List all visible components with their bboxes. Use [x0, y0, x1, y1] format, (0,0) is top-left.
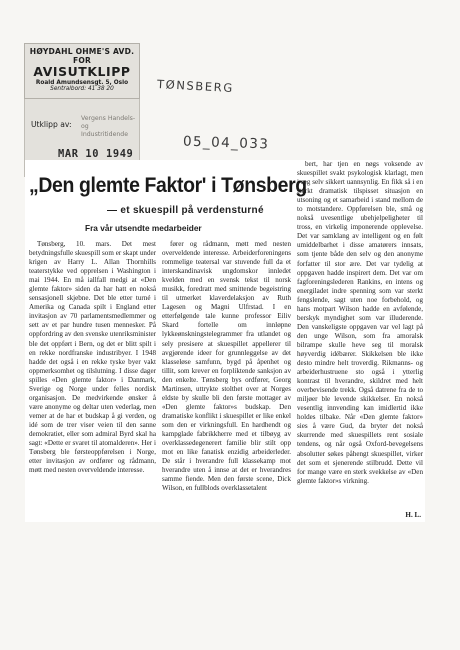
clipping-source-name: [81, 115, 139, 138]
article-column-1: [29, 240, 156, 520]
article-column-2: [162, 240, 291, 520]
clipping-source-label: Utklipp av:: [31, 120, 72, 129]
article-subheading: — et skuespill på verdensturné: [107, 205, 264, 216]
newspaper-clipping: [25, 160, 425, 522]
agency-address: Roald Amundsensgt. 5, Oslo: [35, 80, 129, 86]
agency-service: AVISUTKLIPP: [33, 64, 131, 79]
article-headline: „Den glemte Faktor' i Tønsberg: [29, 172, 307, 197]
column-3-text: bert, har tjen en nøgs voksende av skuespillet svakt psykologisk klarlagt, men i seg selv sikkert uannsynlig. En fikk så i en sterkt dramatisk tilspisset situasjon en utsoning og et samarbeid i stand mellom de to motstandere. Oppførelsen ble, små og nokså uvesentlige ubehjelpeligheter til tross, en virkelig imponerende opplevelse. Det var samklang av intelligent og en følt umiddelbarhet i disse amatørers innsats, som tjente både den selv og den anonyme forfatter til stor ære. Det var tydelig at oppgaven hadde inspirert dem. Det var om fagforeningslederen Rankins, en intens og energiladet indre spenning som var sterkt fengslende, sagt uten noe forbehold, og hans motpart Wilson hadde en avfølende, berskyk myndighet som var illuderende. Den vanskeligste oppgaven var vel lagt på den unge Wilson, som fra amoralsk bilrampe skulle heve seg til moralsk høyverdig idébærer. Skikkelsen ble ikke desto mindre helt troverdig. Rikmanns- og arbeiderhustruene sto også i ytterlig kontrast til hverandre, skildret med helt overbevisende trekk. Også datrene fra de to miljøer ble levende skikkelser. En nokså vesentlig innvending kan imidlertid ikke holdes tilbake. Når «Den glemte faktor» sies å være Gud, da bryter det nokså skurrende med skuespillets rent sosiale tendens, og når også Oxford-bevegelsens absolutter søkes påhengt skuespillet, virker det som et sjenerende stilbrudd. Dette vil for mange være en sterk svekkelse av «Den glemte faktor»s virkning.: [297, 160, 423, 485]
source-line-2: Industritidende: [81, 130, 129, 138]
handwritten-city: TØNSBERG: [156, 76, 235, 96]
article-column-3: [297, 160, 423, 520]
handwritten-archive-number: 05_04_033: [182, 133, 270, 153]
author-signature: H. L.: [405, 511, 421, 519]
article-byline: Fra vår utsendte medarbeider: [85, 223, 202, 233]
source-line-1: Vergens Handels- og: [81, 115, 136, 130]
column-1-text: Tønsberg, 10. mars. Det mest betydningsfulle skuespill som er skapt under krigen av Harry L. Allan Thornhills teaterstykke ved opprelsen i Washington i mai 1944. En må iallfall medgi at «Den glemte faktor» siden da har hatt en nokså sensasjonell skjebne. Det ble etter turné i Amerika og Canada spilt i England etter invitasjon av 70 parlamentsmedlemmer og sett av et par hundre tusen mennesker. På oppfordring av den svenske utenriksminister ble det oppført i Bern, og det er blitt spilt i en rekke nordfranske industribyer. I 1948 hadde det også i en rekke tyske byer vakt oppmerksomhet og tilslutning. I disse dager spilles «Den glemte faktor» i Danmark, Sverige og Norge under felles nordisk organisasjon. De medvirkende ønsker å være anonyme og deltar uten vederlag, men vemer at de har et budskap å gi verden, og idé som de trer viser veien til den sanne demokratiet, eller som admiral Byrd skal ha sagt: «Dette er svaret til atomalderen». Her i Tønsberg ble førsteoppførelsen i Norge, etter invitasjon av ordfører og rådmann, møtt med nesten overveldende interesse.: [29, 240, 156, 475]
agency-name: HØYDAHL OHME'S AVD. FOR: [29, 47, 135, 65]
agency-phone: Sentralbord: 41 38 20: [50, 86, 114, 92]
clipping-agency-header: [24, 43, 140, 99]
column-2-text: fører og rådmann, møtt med nesten overveldende interesse. Arbeiderforeningens rommelige teatersal var stuvende full da et interskandinavisk ungdomskor innledet kvelden med en svensk tekst til norsk musikk, foredratt med smittende begeistring til utmerket klaverdelaksjon av Ruth Lagesen og Magni Ulfrstad. I en etterfølgende tale kunne professor Eiliv Skard fortelle om innløpne lykkeønskningstelegrammer fra utlandet og sely presisere at skuespillet appellerer til avgjørende ideer for grunnleggelse av det klasseløse samfunn, bygd på åpenhet og tillit, som krever en forpliktende sanksjon av den enkelte. Tønsberg bys ordfører, Georg Martinsen, uttrykte stolthet over at Norges eldste by skulle bli den første mottager av «Den glemte faktor»s budskap. Den dramatiske konflikt i skuespillet er like enkel som den er virkningsfull. En hardhendt og kampglade fabrikkherre med et tilbøyg av overklassedegenerert familie blir stilt opp mot en like fanatisk enzidig arbeiderleder. De står i hverandre full klassekamp mot hverandre uten å innse at det er hverandres samme fiende. Men den første scene, Dick Wilson, en fullblods overklassetalent: [162, 240, 291, 493]
date-stamp: MAR 10 1949: [58, 148, 134, 160]
